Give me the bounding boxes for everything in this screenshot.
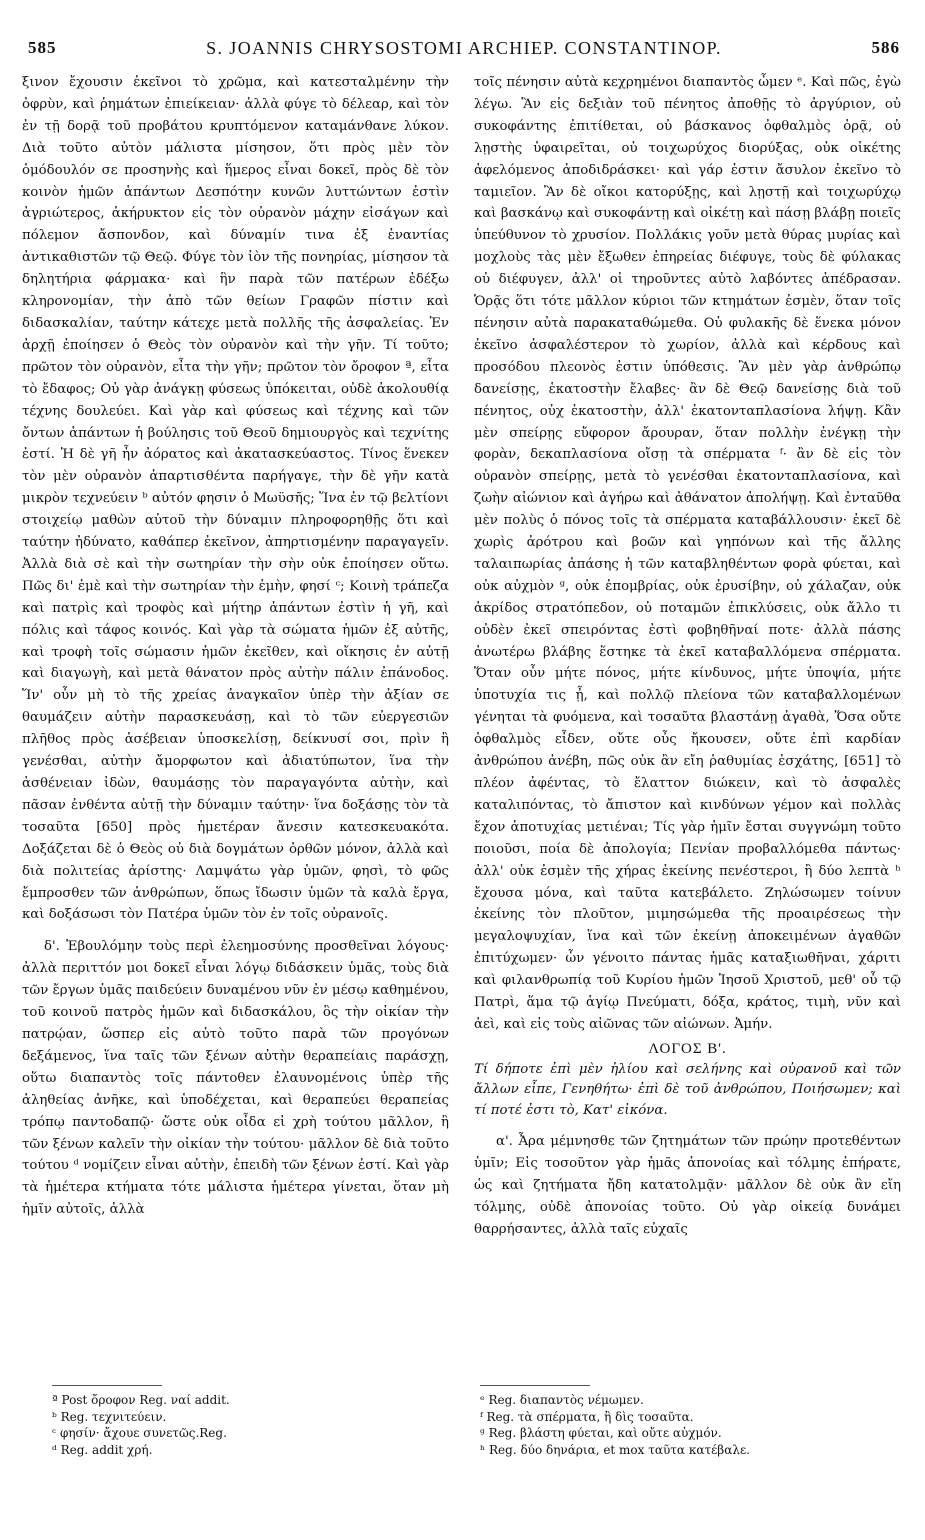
footnote-a: ª Post ὄροφον Reg. ναί addit. bbox=[52, 1393, 230, 1407]
footnote-rule-right bbox=[480, 1385, 590, 1386]
left-page-number: 585 bbox=[28, 38, 57, 57]
left-column bbox=[22, 72, 449, 1221]
homily-title: Τί δήποτε ἐπὶ μὲν ἡλίου καὶ σελήνης καὶ οὐρανοῦ καὶ τῶν ἄλλων εἶπε, Γενηθήτω· ἐπὶ δὲ τοῦ ἀνθρώπου, Ποιήσωμεν; καὶ τί ποτέ ἐστι τὸ, Κατ' εἰκόνα. bbox=[474, 1061, 901, 1118]
footnote-h: ʰ Reg. δύο δηνάρια, et mox ταῦτα κατέβαλε. bbox=[480, 1442, 750, 1457]
footnote-rule-left bbox=[52, 1385, 162, 1386]
page-header bbox=[28, 38, 900, 64]
left-paragraph-1: ξινον ἔχουσιν ἐκεῖνοι τὸ χρῶμα, καὶ κατεσταλμένην τὴν ὀφρὺν, καὶ ῥημάτων ἐπιείκειαν· ἀλλὰ φύγε τὸ δέλεαρ, καὶ τὸν ἐν τῇ δορᾷ τοῦ προβάτου κρυπτόμενον καταμάνθανε λύκον. Διὰ τοῦτο αὐτὸν μάλιστα μίσησον, ὅτι πρὸς μὲν τὸν ὁμόδουλόν σε προσηνὴς καὶ ἥμερος εἶναι δοκεῖ, πρὸς δὲ τὸν κοινὸν ἡμῶν ἁπάντων Δεσπότην κυνῶν λυττώντων ἐστὶν ἀγριώτερος, ἀκήρυκτον εἰς τὸν οὐρανὸν μάχην εἰσάγων καὶ πόλεμον ἄσπονδον, καὶ δύναμίν τινα ἐξ ἐναντίας ἀντικαθιστῶν τῷ Θεῷ. Φύγε τὸν ἰὸν τῆς πονηρίας, μίσησον τὰ δηλητήρια φάρμακα· καὶ ἣν παρὰ τῶν πατέρων ἐδέξω κληρονομίαν, τὴν ἀπὸ τῶν θείων Γραφῶν πίστιν καὶ διδασκαλίαν, ταύτην κάτεχε μετὰ πολλῆς τῆς ἀσφαλείας. Ἐν ἀρχῇ ἐποίησεν ὁ Θεὸς τὸν οὐρανὸν καὶ τὴν γῆν. Τί τοῦτο; πρῶτον τὸν οὐρανὸν, εἶτα τὴν γῆν; πρῶτον τὸν ὄροφον ª, εἶτα τὸ ἔδαφος; Οὐ γὰρ ἀνάγκῃ φύσεως ὑπόκειται, οὐδὲ ἀκολουθίᾳ τέχνης δουλεύει. Καὶ γὰρ καὶ φύσεως καὶ τέχνης καὶ τῶν ὄντων ἁπάντων ἡ βούλησις τοῦ Θεοῦ δημιουργὸς καὶ τεχνίτης ἐστί. Ἡ δὲ γῆ ἦν ἀόρατος καὶ ἀκατασκεύαστος. Τίνος ἕνεκεν τὸν μὲν οὐρανὸν ἀπαρτισθέντα παρήγαγε, τὴν δὲ γῆν κατὰ μικρὸν τεχνεύειν ᵇ αὐτόν φησιν ὁ Μωϋσῆς; Ἵνα ἐν τῷ βελτίονι στοιχείῳ μαθὼν αὐτοῦ τὴν δύναμιν πληροφορηθῇς ὅτι καὶ ταύτην ἠδύνατο, καθάπερ ἐκεῖνον, ἀπηρτισμένην παραγαγεῖν. Ἀλλὰ διὰ σὲ καὶ τὴν σωτηρίαν τὴν σὴν οὐκ ἐποίησεν οὕτω. Πῶς δι' ἐμὲ καὶ τὴν σωτηρίαν τὴν ἐμὴν, φησί ᶜ; Κοινὴ τράπεζα καὶ πατρὶς καὶ τροφὸς καὶ μήτηρ ἁπάντων ἐστὶν ἡ γῆ, καὶ πόλις καὶ τάφος κοινός. Καὶ γὰρ τὰ σώματα ἡμῶν ἐξ αὐτῆς, καὶ τροφὴ τοῖς σώμασιν ἡμῶν ἐκεῖθεν, καὶ οἴκησις ἐν αὐτῇ καὶ διαγωγὴ, καὶ μετὰ θάνατον πρὸς αὐτὴν πάλιν ἐπάνοδος. Ἵν' οὖν μὴ τὸ τῆς χρείας ἀναγκαῖον ὑπὲρ τὴν ἀξίαν σε θαυμάζειν αὐτὴν παρασκευάσῃ, καὶ τὸ τῶν εὐεργεσιῶν πλῆθος πρὸς ἀσέβειαν ὑποσκελίσῃ, δείκνυσί σοι, πρὶν ἢ γενέσθαι, αὐτὴν ἄμορφωτον καὶ ἀδιατύπωτον, ἵνα τὴν ἀσθένειαν ἰδὼν, θαυμάσῃς τὸν παραγαγόντα αὐτὴν, καὶ πᾶσαν ἐνθέντα αὐτῇ τὴν δύναμιν ταύτην· ἵνα δοξάσῃς τὸν τὰ τοσαῦτα [650] πρὸς ἡμετέραν ἄνεσιν κατεσκευακότα. Δοξάζεται δὲ ὁ Θεὸς οὐ διὰ δογμάτων ὀρθῶν μόνον, ἀλλὰ καὶ διὰ πολιτείας ἀρίστης· Λαμψάτω γὰρ ὑμῶν, φησὶ, τὸ φῶς ἔμπροσθεν τῶν ἀνθρώπων, ὅπως ἴδωσιν ὑμῶν τὰ καλὰ ἔργα, καὶ δοξάσωσι τὸν Πατέρα ὑμῶν τὸν ἐν τοῖς οὐρανοῖς. bbox=[22, 75, 449, 923]
footnotes-right bbox=[480, 1392, 890, 1458]
footnote-c: ᶜ φησίν· ἄχουε συνετῶς.Reg. bbox=[52, 1426, 227, 1441]
footnotes-left bbox=[52, 1392, 462, 1458]
right-column bbox=[474, 72, 901, 1241]
footnote-d: ᵈ Reg. addit χρή. bbox=[52, 1442, 153, 1457]
running-title: S. JOANNIS CHRYSOSTOMI ARCHIEP. CONSTANTINOP. bbox=[206, 38, 722, 58]
section-heading: ΛΟΓΟΣ Β'. bbox=[648, 1040, 727, 1057]
right-paragraph-2: α'. Ἆρα μέμνησθε τῶν ζητημάτων τῶν πρώην προτεθέντων ὑμῖν; Εἰς τοσοῦτον γὰρ ἡμᾶς ἀπονοίας καὶ τόλμης ἐπήρατε, ὡς καὶ ζητήματα ἤδη κατατολμᾷν· μᾶλλον δὲ οὐκ ἂν εἴη τόλμης, οὐδὲ ἀπονοίας τοῦτο. Οὐ γὰρ οἰκείᾳ δυνάμει θαρρήσαντες, ἀλλὰ ταῖς εὐχαῖς bbox=[474, 1134, 901, 1237]
footnote-g: ᵍ Reg. βλάστη φύεται, καὶ οὔτε αὐχμόν. bbox=[480, 1426, 722, 1441]
footnote-f: ᶠ Reg. τὰ σπέρματα, ἢ δὶς τοσαῦτα. bbox=[480, 1409, 694, 1424]
left-paragraph-2: δ'. Ἐβουλόμην τοὺς περὶ ἐλεημοσύνης προσθεῖναι λόγους· ἀλλὰ περιττόν μοι δοκεῖ εἶναι λόγῳ διδάσκειν ὑμᾶς, τοὺς διὰ τῶν ἔργων ὑμᾶς παιδεύειν δυναμένου νῦν ἐν μέσῳ καθημένου, τοῦ κοινοῦ πατρὸς ἡμῶν καὶ διδασκάλου, ὃς τὴν οἰκίαν τὴν πατρῴαν, ὥσπερ εἰς αὐτὸ τοῦτο παρὰ τῶν προγόνων δεξάμενος, ἵνα ταῖς τῶν ξένων αὐτὴν θεραπείαις παράσχῃ, οὕτω διαπαντὸς τοῖς πάντοθεν ἐλαυνομένοις ὑπὲρ τῆς ἀληθείας ἀνῆκε, καὶ ὑποδέχεται, καὶ θεραπεύει θεραπείας τρόπῳ παντοδαπῷ· ὥστε οὐκ οἶδα εἰ χρὴ τούτου μᾶλλον, ἢ τῶν ξένων καλεῖν τὴν οἰκίαν τὴν τούτου· μᾶλλον δὲ διὰ τοῦτο τούτου ᵈ νομίζειν εἶναι αὐτὴν, ἐπειδὴ τῶν ξένων ἐστί. Καὶ γὰρ τὰ ἡμέτερα κτήματα τότε μάλιστα ἡμέτερα γίνεται, ὅταν μὴ ἡμῖν αὐτοῖς, ἀλλὰ bbox=[22, 939, 449, 1218]
right-page-number: 586 bbox=[871, 38, 900, 57]
footnote-b: ᵇ Reg. τεχνιτεύειν. bbox=[52, 1409, 167, 1424]
right-paragraph-1: τοῖς πένησιν αὐτὰ κεχρημένοι διαπαντὸς ὦμεν ᵉ. Καὶ πῶς, ἐγὼ λέγω. Ἂν εἰς δεξιὰν τοῦ πένητος ἀποθῇς τὸ ἀργύριον, οὐ συκοφάντης ἐπιτίθεται, οὐ βάσκανος ὀφθαλμὸς ὁρᾷ, οὐ λῃστὴς ὑφαιρεῖται, οὐ τοιχωρύχος διορύξας, οὐκ οἰκέτης ἀφελόμενος ἀποδιδράσκει· καὶ γάρ ἐστιν ἄσυλον ἐκεῖνο τὸ ταμιεῖον. Ἂν δὲ οἴκοι κατορύξῃς, καὶ λῃστῇ καὶ τοιχωρύχῳ καὶ βασκάνῳ καὶ συκοφάντῃ καὶ οἰκέτῃ καὶ πάσῃ βλάβῃ ποιεῖς ὑπεύθυνον τὸ χρυσίον. Πολλάκις γοῦν μετὰ θύρας μυρίας καὶ μοχλοὺς τὰς μὲν ἔξωθεν ἐπηρείας διέφυγε, τοὺς δὲ φύλακας οὐ διέφυγεν, ἀλλ' οἱ τηροῦντες αὐτὸ λαβόντες ἀπέδρασαν. Ὁρᾷς ὅτι τότε μᾶλλον κύριοι τῶν κτημάτων ἐσμὲν, ὅταν τοῖς πένησιν αὐτὰ παρακαταθώμεθα. Οὐ φυλακῆς δὲ ἕνεκα μόνον ἐκεῖνο ἀσφαλέστερον τὸ χωρίον, ἀλλὰ καὶ κέρδους καὶ προσόδου πλεονὸς ἐστιν ὑπόθεσις. Ἂν μὲν γὰρ ἀνθρώπῳ δανείσῃς, ἑκατοστὴν ἔλαβες· ἂν δὲ Θεῷ δανείσῃς διὰ τοῦ πένητος, οὐχ ἑκατοστὴν, ἀλλ' ἑκατονταπλασίονα λήψῃ. Κἂν μὲν σπείρῃς εὔφορον ἄρουραν, ὅταν πολλὴν ἐνέγκῃ τὴν φορὰν, δεκαπλασίονα οἴσῃ τὰ σπέρματα ᶠ· ἂν δὲ εἰς τὸν οὐρανὸν σπείρῃς, μετὰ τὸ γενέσθαι ἑκατονταπλασίονα, καὶ ζωὴν αἰώνιον καὶ ἀγήρω καὶ ἀθάνατον ἀπολήψῃ. Καὶ ἐνταῦθα μὲν πολὺς ὁ πόνος τοῖς τὰ σπέρματα καταβάλλουσιν· ἐκεῖ δὲ χωρὶς ἀρότρου καὶ βοῶν καὶ γηπόνων καὶ τῆς ἄλλης ταλαιπωρίας ἁπάσης ἡ τῶν καταβληθέντων φορὰ φύεται, καὶ οὐκ αὐχμὸν ᵍ, οὐκ ἐπομβρίας, οὐκ ἐρυσίβην, οὐ χάλαζαν, οὐκ ἀκρίδος στρατόπεδον, οὐ ποταμῶν ἐπικλύσεις, οὐκ ἄλλο τι οὐδὲν ἐκεῖ σπειρόντας ἐστὶ φοβηθῆναί ποτε· ἀλλὰ πάσης ἀνωτέρω βλάβης ἕστηκε τὰ ἐκεῖ καταβαλλόμενα σπέρματα. Ὅταν οὖν μήτε πόνος, μήτε κίνδυνος, μήτε ὑποψία, μήτε ὑποτυχία τις ᾖ, καὶ πολλῷ πλείονα τῶν καταβαλλομένων γένηται τὰ φυόμενα, καὶ τοσαῦτα βλαστάνῃ ἀγαθὰ, Ὅσα οὔτε ὀφθαλμὸς εἶδεν, οὔτε οὖς ἤκουσεν, οὔτε ἐπὶ καρδίαν ἀνθρώπου ἀνέβη, πῶς οὐκ ἂν εἴη ῥαθυμίας ἐσχάτης, [651] τὸ πλέον ἀφέντας, τὸ ἔλαττον διώκειν, καὶ τὸ ἀσφαλὲς καταλιπόντας, τὸ ἄπιστον καὶ κινδύνων γέμον καὶ πολλὰς ἔχον ἀποτυχίας μετιέναι; Τίς γὰρ ἡμῖν ἔσται συγγνώμη τοῦτο ποιοῦσι, ποία δὲ ἀπολογία; Πενίαν προβαλλόμεθα πάντως· ἀλλ' οὐκ ἐσμὲν τῆς χήρας ἐκείνης πενέστεροι, ἢ δύο λεπτὰ ʰ ἔχουσα μόνα, καὶ ταῦτα κατεβάλετο. Ζηλώσωμεν τοίνυν ἐκείνης τὸν πλοῦτον, μιμησώμεθα τῆς προαιρέσεως τὴν μεγαλοψυχίαν, ἵνα καὶ τῶν ἐκείνῃ ἀποκειμένων ἀγαθῶν ἐπιτύχωμεν· ὧν γένοιτο πάντας ἡμᾶς καταξιωθῆναι, χάριτι καὶ φιλανθρωπίᾳ τοῦ Κυρίου ἡμῶν Ἰησοῦ Χριστοῦ, μεθ' οὗ τῷ Πατρὶ, ἅμα τῷ ἁγίῳ Πνεύματι, δόξα, κράτος, τιμὴ, νῦν καὶ ἀεὶ, καὶ εἰς τοὺς αἰῶνας τῶν αἰώνων. Ἀμήν. bbox=[474, 75, 901, 1032]
footnote-e: ᵉ Reg. διαπαντὸς νέμωμεν. bbox=[480, 1393, 644, 1407]
